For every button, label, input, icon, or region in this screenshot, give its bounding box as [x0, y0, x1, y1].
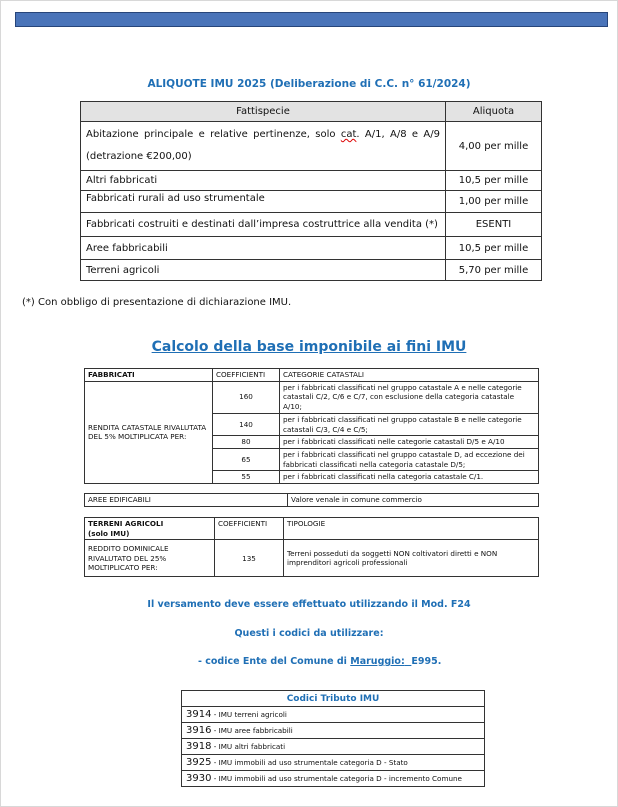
- column-header-categorie: CATEGORIE CATASTALI: [280, 369, 539, 382]
- coefficient-value: 55: [213, 471, 280, 484]
- tributo-code: 3918: [186, 741, 212, 752]
- aliquota-value: ESENTI: [446, 213, 542, 237]
- coefficient-value: 65: [213, 449, 280, 471]
- aree-value: Valore venale in comune commercio: [288, 494, 539, 507]
- codice-row: [182, 723, 485, 739]
- fattispecie-cell: Altri fabbricati: [81, 171, 446, 191]
- column-header-aliquota: Aliquota: [446, 102, 542, 122]
- column-header-fattispecie: Fattispecie: [81, 102, 446, 122]
- header-bar: [15, 12, 608, 27]
- aree-label: AREE EDIFICABILI: [85, 494, 288, 507]
- fattispecie-cell: Aree fabbricabili: [81, 237, 446, 260]
- codice-row: [182, 755, 485, 771]
- comune-name: Maruggio:: [350, 656, 405, 667]
- reddito-label: REDDITO DOMINICALE RIVALUTATO DEL 25% MOLTIPLICATO PER:: [85, 540, 215, 577]
- tributo-code: 3925: [186, 757, 212, 768]
- table-row: [81, 213, 542, 237]
- tributo-code: 3914: [186, 709, 212, 720]
- coefficient-value: 140: [213, 413, 280, 435]
- table-row: [182, 723, 485, 739]
- column-header-tipologie: TIPOLOGIE: [284, 518, 539, 540]
- codici-tributo-table: [181, 690, 485, 787]
- codici-title: Codici Tributo IMU: [182, 691, 485, 707]
- terreni-table: [84, 517, 539, 577]
- tributo-code: 3930: [186, 773, 212, 784]
- codice-suffix: .: [437, 656, 442, 667]
- aliquota-value: 10,5 per mille: [446, 237, 542, 260]
- table-header-row: [85, 369, 539, 382]
- category-description: per i fabbricati classificati nel gruppo catastale B e nelle categorie catastali C/3, C/4 e C/5;: [280, 413, 539, 435]
- category-description: per i fabbricati classificati nella categoria catastale C/1.: [280, 471, 539, 484]
- table-row: [182, 771, 485, 787]
- codice-prefix: - codice Ente del Comune di: [198, 656, 351, 667]
- fattispecie-cell: [81, 122, 446, 171]
- table-row: [81, 171, 542, 191]
- calcolo-title: Calcolo della base imponibile ai fini IMU: [151, 339, 467, 355]
- table-header-row: [85, 518, 539, 540]
- codice-ente-line: [198, 656, 441, 667]
- versamento-line: Il versamento deve essere effettuato utilizzando il Mod. F24: [147, 599, 471, 610]
- coefficient-value: 80: [213, 436, 280, 449]
- aliquota-value: 4,00 per mille: [446, 122, 542, 171]
- table-header-row: [81, 102, 542, 122]
- table-row: [81, 260, 542, 281]
- tributo-desc: - IMU aree fabbricabili: [211, 726, 293, 735]
- fabbricati-table: [84, 368, 539, 484]
- column-header-coefficienti: COEFFICIENTI: [213, 369, 280, 382]
- aliquote-title: ALIQUOTE IMU 2025 (Deliberazione di C.C. n° 61/2024): [147, 78, 471, 90]
- category-description: per i fabbricati classificati nel gruppo catastale A e nelle categorie catastali C/2, C/6 e C/7, con esclusione della categoria catastale A/10;: [280, 381, 539, 413]
- tipologia-description: Terreni posseduti da soggetti NON coltivatori diretti e NON imprenditori agricoli professionali: [284, 540, 539, 577]
- spellcheck-word: cat: [340, 129, 357, 140]
- table-row: [182, 739, 485, 755]
- table-row: [81, 122, 542, 171]
- aliquota-value: 10,5 per mille: [446, 171, 542, 191]
- column-header-terreni: [85, 518, 215, 540]
- table-header-row: [182, 691, 485, 707]
- coefficient-value: 135: [215, 540, 284, 577]
- table-row: [85, 540, 539, 577]
- terreni-header-subtitle: (solo IMU): [88, 528, 130, 538]
- aliquote-table: [80, 101, 542, 281]
- column-header-fabbricati: FABBRICATI: [85, 369, 213, 382]
- tributo-desc: - IMU immobili ad uso strumentale categoria D - incremento Comune: [211, 774, 462, 783]
- tributo-desc: - IMU altri fabbricati: [211, 742, 286, 751]
- codice-row: [182, 739, 485, 755]
- table-row: [85, 494, 539, 507]
- codice-row: [182, 707, 485, 723]
- row-text: . A/1, A/8 e A/9: [356, 129, 440, 140]
- column-header-coefficienti: COEFFICIENTI: [215, 518, 284, 540]
- table-row: [81, 191, 542, 213]
- codice-ente: E995: [411, 656, 438, 667]
- aliquota-value: 1,00 per mille: [446, 191, 542, 213]
- table-row: [182, 755, 485, 771]
- category-description: per i fabbricati classificati nel gruppo catastale D, ad eccezione dei fabbricati classificati nella categoria catastale D/5;: [280, 449, 539, 471]
- category-description: per i fabbricati classificati nelle categorie catastali D/5 e A/10: [280, 436, 539, 449]
- row-text: Abitazione principale e relative pertinenze, solo: [86, 129, 341, 140]
- aree-table: [84, 493, 539, 507]
- table-row: [81, 237, 542, 260]
- rendita-label: RENDITA CATASTALE RIVALUTATA DEL 5% MOLTIPLICATA PER:: [85, 381, 213, 483]
- footnote: (*) Con obbligo di presentazione di dichiarazione IMU.: [22, 297, 292, 308]
- terreni-header-title: TERRENI AGRICOLI: [88, 519, 164, 528]
- fattispecie-cell: Fabbricati rurali ad uso strumentale: [81, 191, 446, 213]
- fattispecie-cell: Terreni agricoli: [81, 260, 446, 281]
- table-row: [85, 381, 539, 413]
- aliquota-value: 5,70 per mille: [446, 260, 542, 281]
- codice-row: [182, 771, 485, 787]
- tributo-desc: - IMU terreni agricoli: [211, 710, 287, 719]
- tributo-code: 3916: [186, 725, 212, 736]
- tributo-desc: - IMU immobili ad uso strumentale categoria D - Stato: [211, 758, 408, 767]
- coefficient-value: 160: [213, 381, 280, 413]
- fattispecie-cell: Fabbricati costruiti e destinati dall’impresa costruttrice alla vendita (*): [81, 213, 446, 237]
- table-row: [182, 707, 485, 723]
- codici-intro: Questi i codici da utilizzare:: [234, 628, 384, 639]
- row-text: (detrazione €200,00): [86, 151, 192, 162]
